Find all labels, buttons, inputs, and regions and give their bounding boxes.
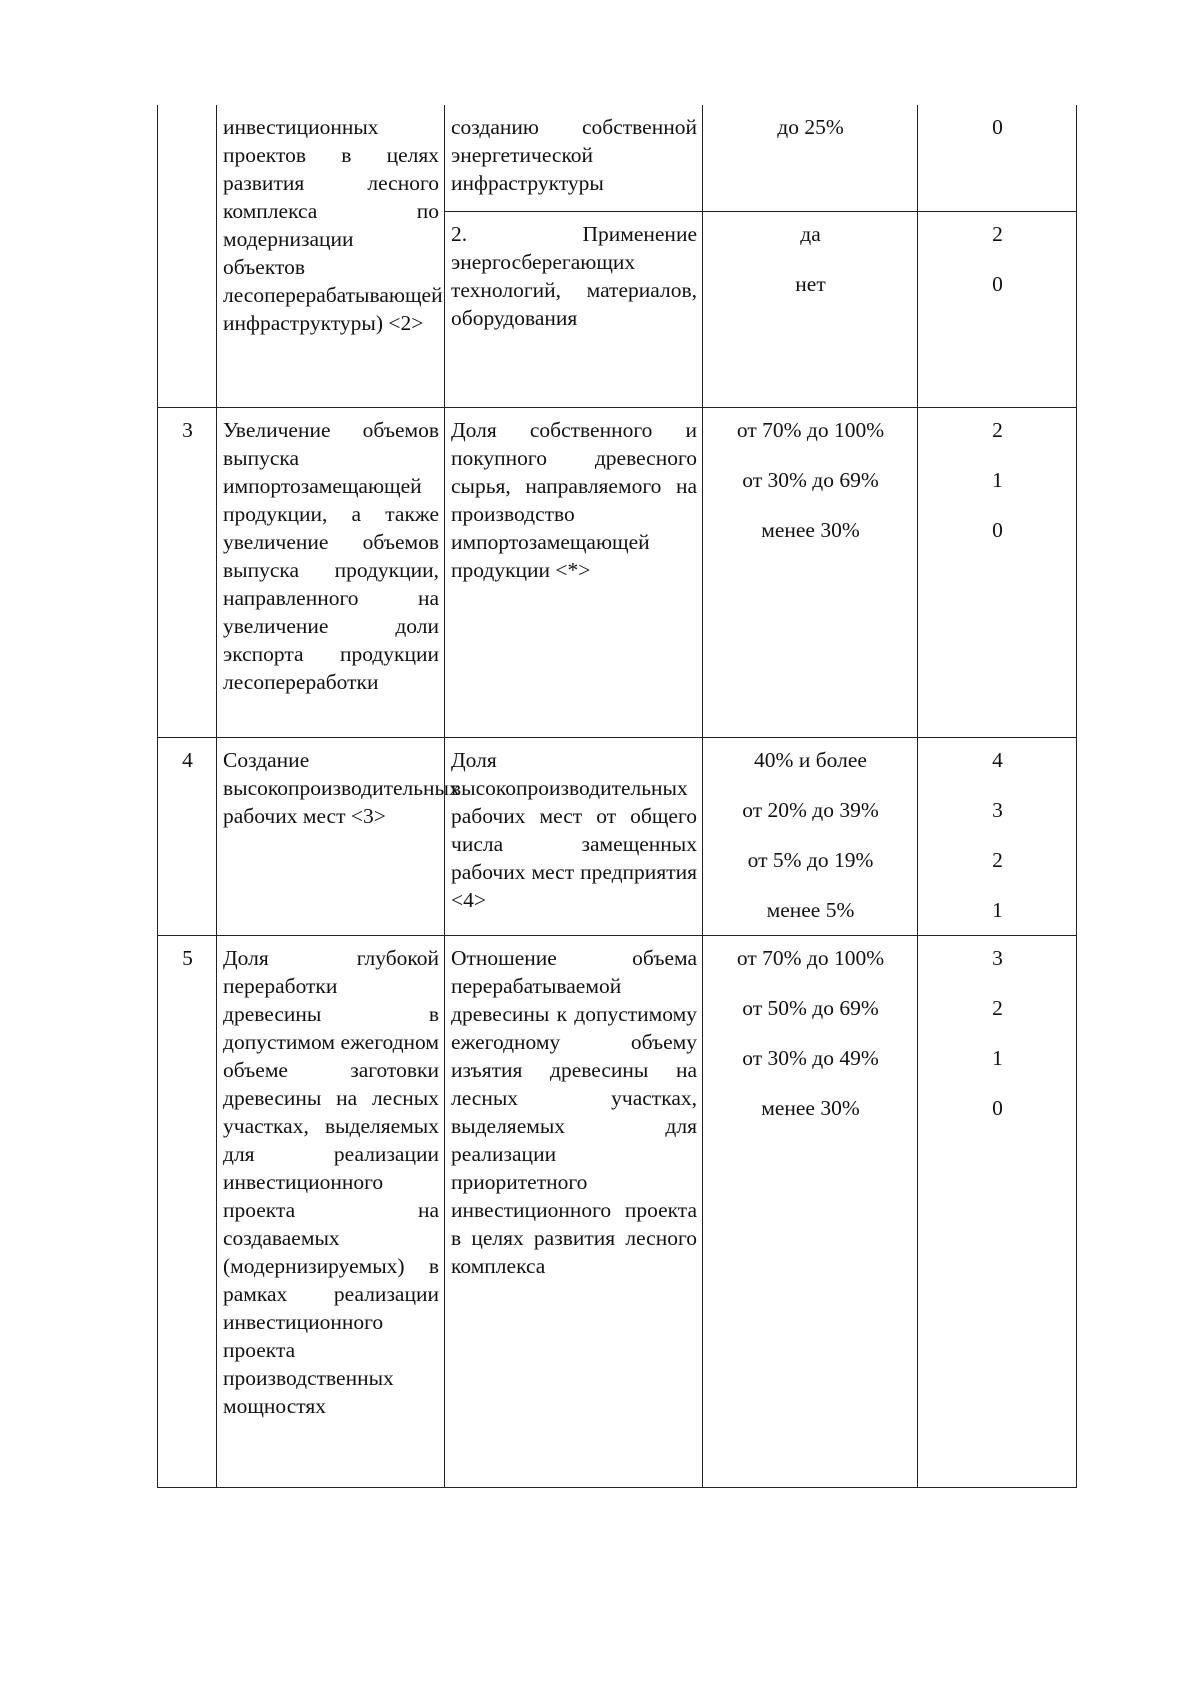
table-row	[158, 407, 1077, 737]
value-item: от 30% до 69%	[742, 467, 879, 492]
value-item: нет	[795, 271, 826, 296]
value-cell	[703, 407, 918, 737]
points-item: 1	[992, 467, 1003, 492]
points-cell	[918, 737, 1077, 935]
points-cell	[918, 407, 1077, 737]
value-item: менее 30%	[761, 1095, 860, 1120]
value-item: от 70% до 100%	[736, 945, 885, 970]
value-item: до 25%	[777, 115, 844, 139]
points-item: 4	[992, 747, 1003, 772]
criterion-cell: Увеличение объемов выпуска импортозамещающей продукции, а также увеличение объемов выпуска продукции, направленного на увеличение доли экспорта продукции лесопереработки	[217, 407, 445, 737]
value-item: от 50% до 69%	[742, 995, 879, 1020]
row-number-cell: 4	[158, 737, 217, 935]
points-cell	[918, 935, 1077, 1487]
table-row	[158, 935, 1077, 1487]
criterion-cell: Создание высокопроизводительных рабочих мест <3>	[217, 737, 445, 935]
value-cell	[703, 211, 918, 407]
points-item: 1	[992, 897, 1003, 922]
value-cell	[703, 737, 918, 935]
row-number-cell: 3	[158, 407, 217, 737]
value-item: 40% и более	[754, 747, 867, 772]
points-item: 2	[992, 221, 1003, 246]
row-number-cell: 5	[158, 935, 217, 1487]
indicator-cell: Отношение объема перерабатываемой древесины к допустимому ежегодному объему изъятия древесины на лесных участках, выделяемых для реализации приоритетного инвестиционного проекта в целях развития лесного комплекса	[445, 935, 703, 1487]
row-number-cell	[158, 105, 217, 407]
indicator-cell: Доля собственного и покупного древесного сырья, направляемого на производство импортозамещающей продукции <*>	[445, 407, 703, 737]
points-item: 2	[992, 847, 1003, 872]
points-item: 3	[992, 945, 1003, 970]
indicator-cell: Доля высокопроизводительных рабочих мест от общего числа замещенных рабочих мест предприятия <4>	[445, 737, 703, 935]
points-item: 0	[992, 517, 1003, 542]
value-item: от 30% до 49%	[742, 1045, 879, 1070]
value-item: от 70% до 100%	[736, 417, 885, 442]
value-item: от 20% до 39%	[742, 797, 879, 822]
value-item: менее 5%	[766, 897, 855, 922]
value-item: да	[800, 221, 821, 246]
points-item: 2	[992, 417, 1003, 442]
points-item: 1	[992, 1045, 1003, 1070]
value-item: от 5% до 19%	[747, 847, 874, 872]
points-cell	[918, 105, 1077, 211]
indicator-cell: 2. Применение энергосберегающих технологий, материалов, оборудования	[445, 211, 703, 407]
value-cell	[703, 105, 918, 211]
table-row	[158, 737, 1077, 935]
points-item: 0	[992, 271, 1003, 296]
table-row	[158, 105, 1077, 211]
points-item: 0	[992, 1095, 1003, 1120]
criterion-cell: инвестиционных проектов в целях развития лесного комплекса по модернизации объектов лесоперерабатывающей инфраструктуры) <2>	[217, 105, 445, 407]
value-cell	[703, 935, 918, 1487]
criteria-table	[157, 105, 1077, 1488]
points-item: 0	[992, 115, 1003, 139]
criterion-cell: Доля глубокой переработки древесины в допустимом ежегодном объеме заготовки древесины на лесных участках, выделяемых для реализации инвестиционного проекта на создаваемых (модернизируемых) в рамках реализации инвестиционного проекта производственных мощностях	[217, 935, 445, 1487]
value-item: менее 30%	[761, 517, 860, 542]
indicator-cell: созданию собственной энергетической инфраструктуры	[445, 105, 703, 211]
points-item: 3	[992, 797, 1003, 822]
points-item: 2	[992, 995, 1003, 1020]
points-cell	[918, 211, 1077, 407]
